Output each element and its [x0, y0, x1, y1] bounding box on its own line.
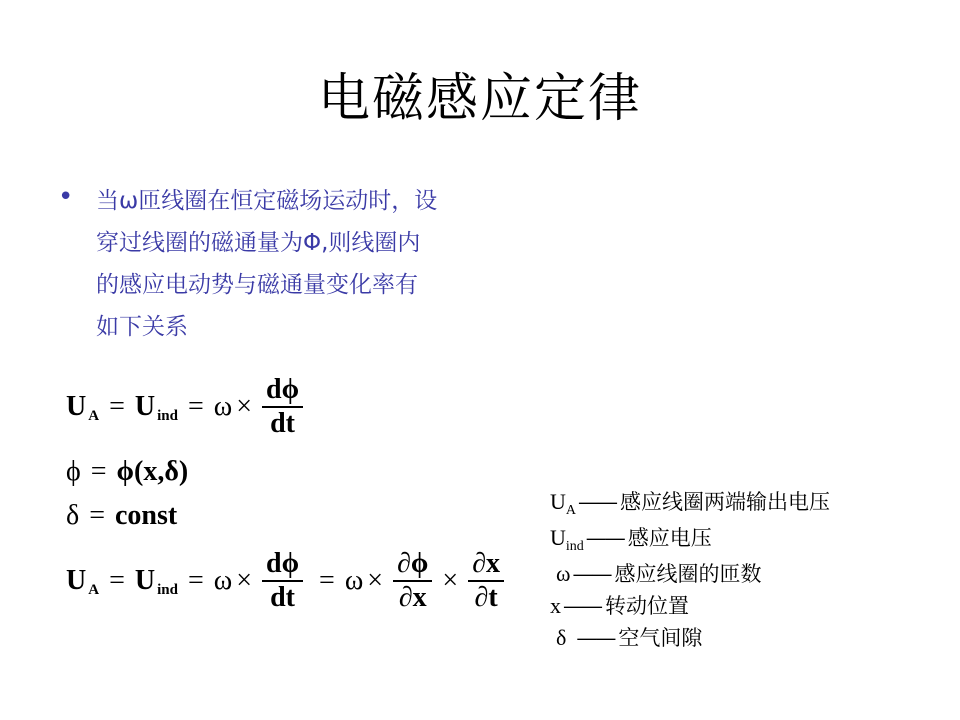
bullet-line: 的感应电动势与磁通量变化率有 — [96, 272, 418, 298]
slide-title: 电磁感应定律 — [317, 69, 642, 129]
eq-numerator: ∂x — [472, 548, 501, 579]
eq-symbol: ϕ — [66, 456, 81, 487]
eq-subscript: ind — [157, 581, 178, 598]
eq-subscript: A — [88, 581, 100, 598]
eq-symbol: U — [134, 391, 156, 422]
bullet-line: 穿过线圈的磁通量为Φ,则线圈内 — [96, 230, 421, 256]
eq-symbol: U — [134, 565, 156, 596]
legend-symbol: x — [550, 593, 561, 618]
eq-denominator: ∂t — [474, 582, 498, 613]
legend-symbol: U — [550, 525, 566, 550]
legend-description: 感应电压 — [627, 526, 712, 550]
eq-symbol: δ — [66, 500, 80, 531]
legend-item — [550, 622, 930, 654]
eq-subscript: ind — [157, 407, 178, 424]
legend-description: 感应线圈两端输出电压 — [620, 490, 831, 514]
eq-fraction — [393, 548, 432, 614]
legend-item — [550, 486, 930, 522]
legend-symbol: δ — [556, 625, 567, 650]
eq-expression: const — [115, 500, 178, 531]
eq-symbol: U — [66, 565, 87, 596]
legend-dash: —— — [572, 562, 611, 586]
legend-description: 感应线圈的匝数 — [614, 562, 762, 586]
symbol-legend — [550, 486, 930, 654]
legend-dash: —— — [578, 490, 617, 514]
legend-dash: —— — [563, 594, 601, 618]
legend-symbol: ω — [556, 561, 571, 586]
legend-dash: —— — [576, 626, 615, 650]
eq-operator: × — [236, 565, 252, 596]
eq-operator: = — [187, 391, 204, 422]
equation-gap-const — [66, 500, 177, 532]
legend-dash: —— — [585, 526, 624, 550]
bullet-icon: • — [58, 182, 74, 212]
legend-subscript: ind — [565, 539, 584, 554]
eq-fraction — [468, 548, 504, 614]
eq-symbol: ω — [344, 565, 364, 596]
eq-operator: × — [236, 391, 252, 422]
eq-operator: = — [109, 565, 125, 596]
eq-symbol: ω — [213, 391, 233, 422]
legend-item — [550, 522, 930, 558]
eq-numerator: dϕ — [266, 548, 300, 579]
eq-operator: = — [89, 500, 105, 531]
equation-flux-function — [66, 456, 188, 488]
eq-operator: = — [187, 565, 204, 596]
legend-subscript: A — [565, 503, 577, 518]
eq-operator: × — [442, 565, 459, 596]
eq-denominator: dt — [270, 408, 295, 439]
eq-expression: ϕ(x,δ) — [116, 456, 189, 487]
legend-item — [550, 558, 930, 590]
eq-operator: = — [90, 456, 107, 487]
eq-operator: = — [319, 565, 335, 596]
eq-denominator: dt — [270, 582, 295, 613]
equation-induced-voltage — [66, 374, 309, 440]
eq-numerator: ∂ϕ — [397, 548, 429, 579]
eq-operator: = — [109, 391, 125, 422]
eq-symbol: ω — [213, 565, 233, 596]
legend-item — [550, 590, 930, 622]
bullet-paragraph — [96, 180, 496, 348]
eq-subscript: A — [88, 407, 100, 424]
eq-fraction — [262, 374, 303, 440]
bullet-line: 当ω匝线圈在恒定磁场运动时，设 — [96, 188, 438, 214]
equation-chain-rule — [66, 548, 510, 614]
bullet-line: 如下关系 — [96, 314, 188, 340]
eq-fraction — [262, 548, 303, 614]
legend-symbol: U — [550, 489, 566, 514]
eq-numerator: dϕ — [266, 374, 300, 405]
eq-denominator: ∂x — [398, 582, 427, 613]
eq-symbol: U — [66, 391, 87, 422]
eq-operator: × — [367, 565, 384, 596]
legend-description: 空气间隙 — [618, 626, 703, 650]
legend-description: 转动位置 — [605, 594, 689, 618]
